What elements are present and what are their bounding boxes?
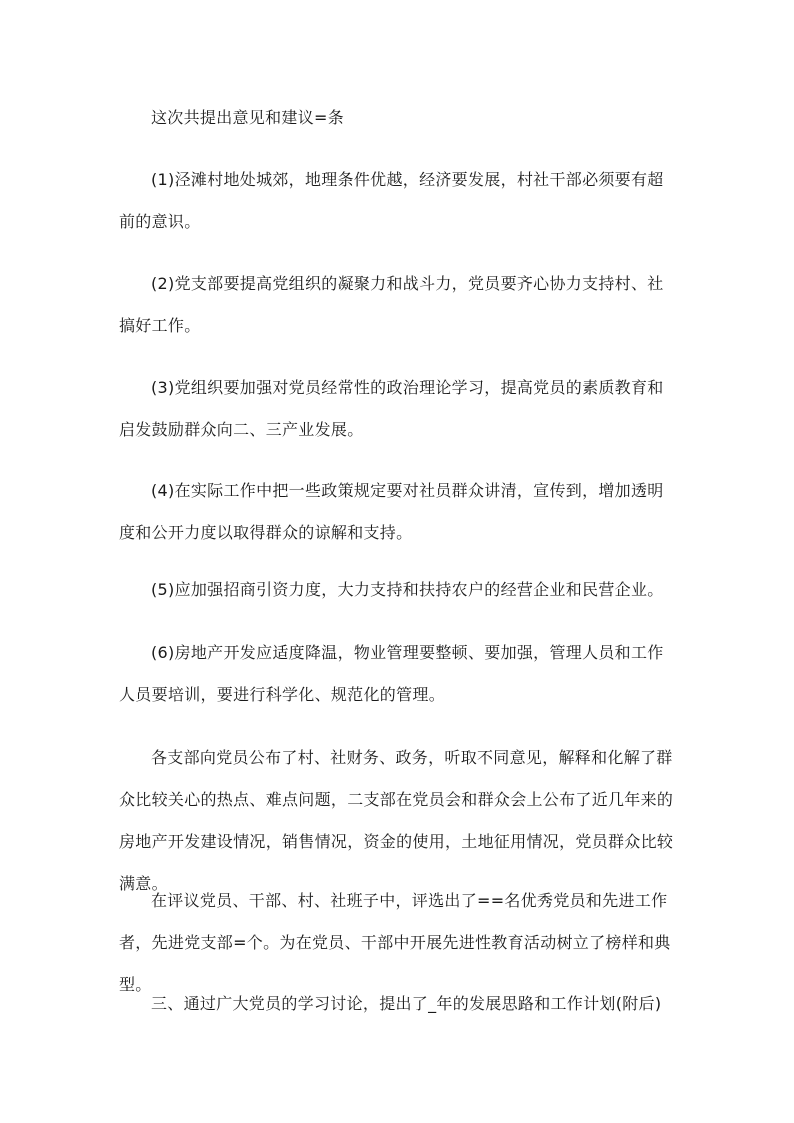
paragraph-item-6: (6)房地产开发应适度降温，物业管理要整顿、要加强，管理人员和工作人员要培训，要进行科学化、规范化的管理。 <box>119 643 664 704</box>
paragraph-disclosure: 各支部向党员公布了村、社财务、政务，听取不同意见，解释和化解了群众比较关心的热点、难点问题，二支部在党员会和群众会上公布了近几年来的房地产开发建设情况，销售情况，资金的使用，土地征用情况，党员群众比较满意。 <box>119 748 674 893</box>
paragraph-item-3: (3)党组织要加强对党员经常性的政治理论学习，提高党员的素质教育和启发鼓励群众向二、三产业发展。 <box>119 378 664 439</box>
paragraph-evaluation: 在评议党员、干部、村、社班子中，评选出了==名优秀党员和先进工作者，先进党支部=个。为在党员、干部中开展先进性教育活动树立了榜样和典型。 <box>119 891 671 994</box>
paragraph-item-2: (2)党支部要提高党组织的凝聚力和战斗力，党员要齐心协力支持村、社搞好工作。 <box>119 274 664 335</box>
paragraph-section-three: 三、通过广大党员的学习讨论，提出了_年的发展思路和工作计划(附后) <box>151 994 662 1013</box>
paragraph-item-1: (1)泾滩村地处城郊，地理条件优越，经济要发展，村社干部必须要有超前的意识。 <box>119 170 664 231</box>
paragraph-summary-count: 这次共提出意见和建议=条 <box>151 108 345 127</box>
paragraph-item-4: (4)在实际工作中把一些政策规定要对社员群众讲清，宣传到，增加透明度和公开力度以取得群众的谅解和支持。 <box>119 481 664 542</box>
paragraph-item-5: (5)应加强招商引资力度，大力支持和扶持农户的经营企业和民营企业。 <box>151 580 664 599</box>
